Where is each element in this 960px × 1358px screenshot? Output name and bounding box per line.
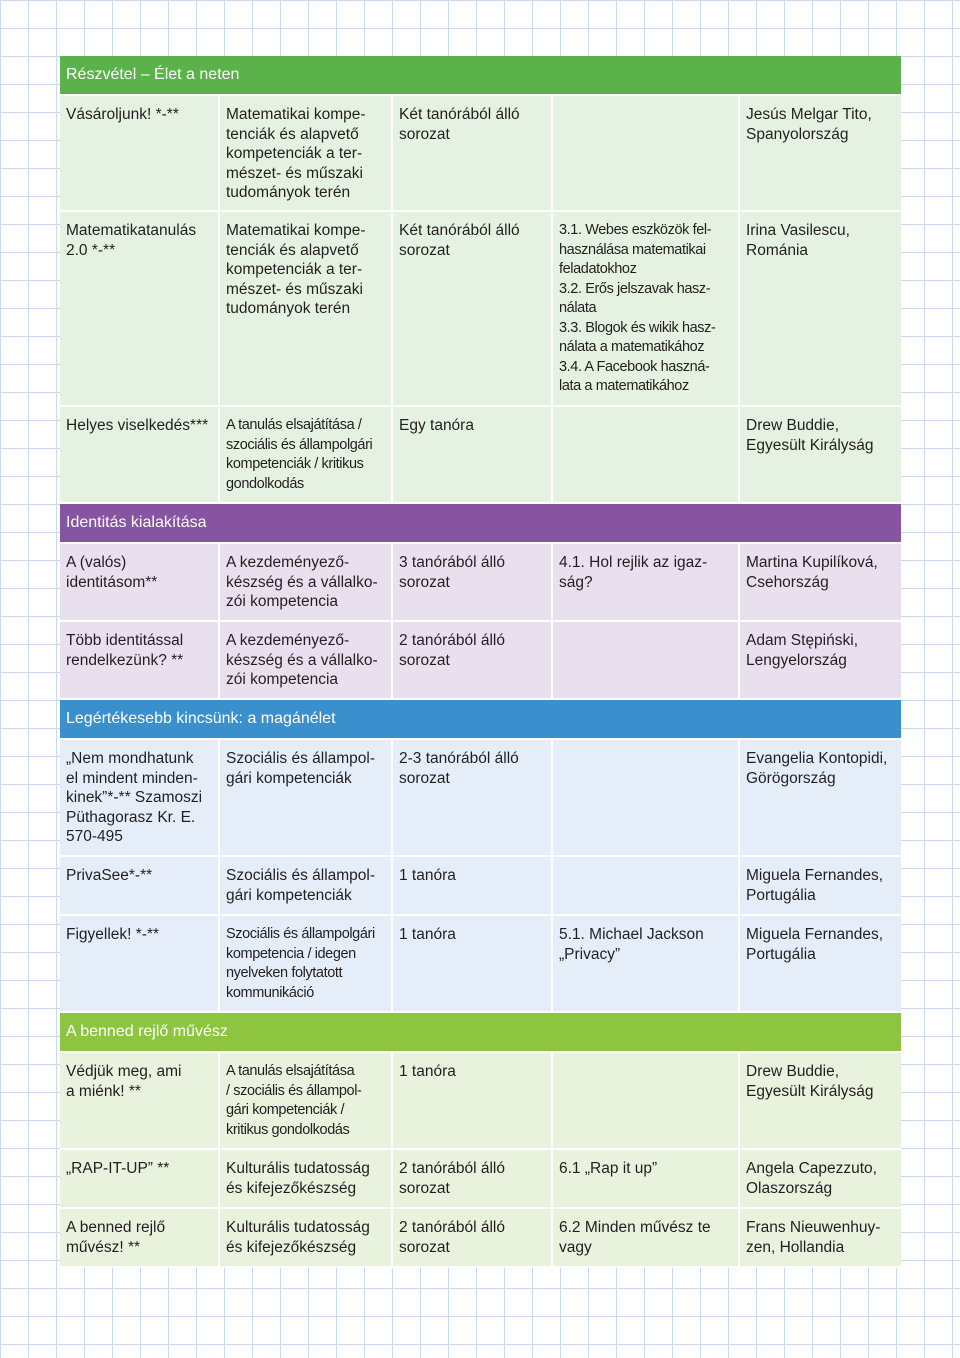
sublesson-cell <box>553 407 740 504</box>
duration-cell: 2 tanórából álló sorozat <box>393 1150 553 1209</box>
author-cell: Irina Vasilescu, Románia <box>740 212 901 407</box>
author-cell: Martina Kupilíková, Csehország <box>740 544 901 622</box>
duration-cell: 1 tanóra <box>393 916 553 1013</box>
duration-cell: 3 tanórából álló sorozat <box>393 544 553 622</box>
table-row <box>60 857 901 916</box>
section-title: Legértékesebb kincsünk: a magánélet <box>60 700 901 740</box>
lesson-title: A benned rejlő művész! ** <box>60 1209 220 1268</box>
table-row <box>60 916 901 1013</box>
competence-cell: A kezdeményező- készség és a vállalko- zói kompetencia <box>220 622 393 700</box>
author-cell: Drew Buddie, Egyesült Királyság <box>740 1053 901 1150</box>
sublesson-cell <box>553 96 740 212</box>
duration-cell: 2 tanórából álló sorozat <box>393 622 553 700</box>
lesson-title: Helyes viselkedés*** <box>60 407 220 504</box>
author-cell: Angela Capezzuto, Olaszország <box>740 1150 901 1209</box>
sublesson-cell <box>553 857 740 916</box>
lesson-title: PrivaSee*-** <box>60 857 220 916</box>
sublesson-cell: 5.1. Michael Jackson „Privacy” <box>553 916 740 1013</box>
competence-cell: Szociális és állampol- gári kompetenciák <box>220 857 393 916</box>
competence-cell: A tanulás elsajátítása / szociális és állampol- gári kompetenciák / kritikus gondolkodás <box>220 1053 393 1150</box>
competence-cell: Matematikai kompe- tenciák és alapvető kompetenciák a ter- mészet- és műszaki tudományok terén <box>220 212 393 407</box>
lesson-title: Figyellek! *-** <box>60 916 220 1013</box>
duration-cell: 1 tanóra <box>393 857 553 916</box>
duration-cell: 2-3 tanórából álló sorozat <box>393 740 553 857</box>
competence-cell: A kezdeményező- készség és a vállalko- zói kompetencia <box>220 544 393 622</box>
lesson-title: „RAP-IT-UP” ** <box>60 1150 220 1209</box>
table-row <box>60 1150 901 1209</box>
competence-cell: A tanulás elsajátítása / szociális és állampolgári kompetenciák / kritikus gondolkodás <box>220 407 393 504</box>
sublesson-cell: 6.1 „Rap it up” <box>553 1150 740 1209</box>
lesson-title: Több identitással rendelkezünk? ** <box>60 622 220 700</box>
table-row <box>60 544 901 622</box>
section-header-privacy <box>60 700 901 740</box>
sublesson-cell: 3.1. Webes eszközök fel- használása matematikai feladatokhoz 3.2. Erős jelszavak hasz- nálata 3.3. Blogok és wikik hasz- nálata a matematikához 3.4. A Facebook haszná- lata a matematikához <box>553 212 740 407</box>
lesson-title: „Nem mondhatunk el mindent minden- kinek”*-** Szamoszi Püthagorasz Kr. E. 570-495 <box>60 740 220 857</box>
author-cell: Frans Nieuwenhuy- zen, Hollandia <box>740 1209 901 1268</box>
competence-cell: Szociális és állampolgári kompetencia / idegen nyelveken folytatott kommunikáció <box>220 916 393 1013</box>
sublesson-cell <box>553 740 740 857</box>
section-header-artist <box>60 1013 901 1053</box>
section-title: Identitás kialakítása <box>60 504 901 544</box>
lesson-title: A (valós) identitásom** <box>60 544 220 622</box>
duration-cell: 1 tanóra <box>393 1053 553 1150</box>
competence-cell: Matematikai kompe- tenciák és alapvető kompetenciák a ter- mészet- és műszaki tudományok terén <box>220 96 393 212</box>
duration-cell: Két tanórából álló sorozat <box>393 212 553 407</box>
sublesson-cell <box>553 1053 740 1150</box>
sublesson-cell: 4.1. Hol rejlik az igaz- ság? <box>553 544 740 622</box>
lesson-title: Védjük meg, ami a miénk! ** <box>60 1053 220 1150</box>
author-cell: Drew Buddie, Egyesült Királyság <box>740 407 901 504</box>
table-row <box>60 407 901 504</box>
sublesson-cell: 6.2 Minden művész te vagy <box>553 1209 740 1268</box>
author-cell: Jesús Melgar Tito, Spanyolország <box>740 96 901 212</box>
lesson-title: Vásároljunk! *-** <box>60 96 220 212</box>
author-cell: Adam Stępiński, Lengyelország <box>740 622 901 700</box>
duration-cell: Két tanórából álló sorozat <box>393 96 553 212</box>
table-row <box>60 1209 901 1268</box>
author-cell: Evangelia Kontopidi, Görögország <box>740 740 901 857</box>
table-row <box>60 96 901 212</box>
duration-cell: Egy tanóra <box>393 407 553 504</box>
program-table <box>60 56 901 1268</box>
author-cell: Miguela Fernandes, Portugália <box>740 916 901 1013</box>
table-row <box>60 622 901 700</box>
competence-cell: Szociális és állampol- gári kompetenciák <box>220 740 393 857</box>
section-header-participation <box>60 56 901 96</box>
author-cell: Miguela Fernandes, Portugália <box>740 857 901 916</box>
table-row <box>60 1053 901 1150</box>
competence-cell: Kulturális tudatosság és kifejezőkészség <box>220 1150 393 1209</box>
table-row <box>60 212 901 407</box>
section-title: Részvétel – Élet a neten <box>60 56 901 96</box>
duration-cell: 2 tanórából álló sorozat <box>393 1209 553 1268</box>
section-header-identity <box>60 504 901 544</box>
section-title: A benned rejlő művész <box>60 1013 901 1053</box>
competence-cell: Kulturális tudatosság és kifejezőkészség <box>220 1209 393 1268</box>
sublesson-cell <box>553 622 740 700</box>
lesson-title: Matematikatanulás 2.0 *-** <box>60 212 220 407</box>
table-row <box>60 740 901 857</box>
